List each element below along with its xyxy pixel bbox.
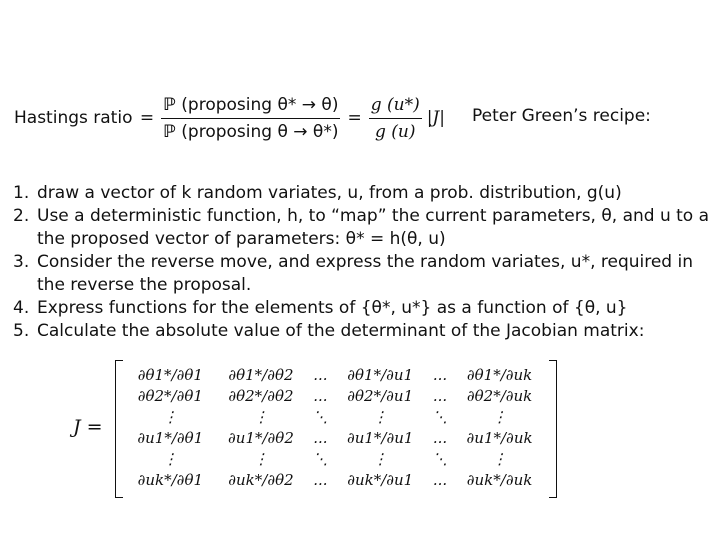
- matrix-cell: ∂θ1*/∂u1: [347, 365, 414, 384]
- matrix-cell: ⋱: [312, 449, 328, 468]
- matrix-cell: ∂u1*/∂uk: [466, 428, 533, 447]
- hastings-ratio-formula: [14, 93, 445, 143]
- list-item: [13, 297, 713, 320]
- matrix-cell: ∂uk*/∂θ1: [137, 470, 204, 489]
- density-numerator: g (u*): [369, 95, 422, 119]
- matrix-row: [125, 427, 545, 448]
- equals-sign-2: =: [347, 108, 362, 128]
- proposal-fraction: [161, 95, 340, 142]
- matrix-cell: ∂uk*/∂uk: [466, 470, 533, 489]
- matrix-cell: ∂θ1*/∂θ2: [228, 365, 294, 384]
- density-fraction: [369, 95, 422, 142]
- matrix-cell: ∂u1*/∂θ2: [228, 428, 294, 447]
- matrix-cell: ...: [432, 470, 448, 489]
- matrix-cell: ⋱: [432, 449, 448, 468]
- right-bracket: [549, 360, 557, 498]
- step-text: Express functions for the elements of {θ*, u*} as a function of {θ, u}: [37, 298, 628, 318]
- matrix-cell: ...: [432, 365, 448, 384]
- list-item: [13, 320, 713, 343]
- matrix-cell: ...: [313, 428, 328, 447]
- matrix-cell: ∂u1*/∂u1: [346, 428, 414, 447]
- step-number: 1.: [13, 183, 30, 203]
- hastings-label: Hastings ratio: [14, 108, 133, 128]
- matrix-row: [125, 385, 545, 406]
- matrix-cell: ∂θ2*/∂u1: [347, 386, 414, 405]
- matrix-cell: ∂θ2*/∂θ2: [228, 386, 294, 405]
- step-number: 2.: [13, 206, 30, 226]
- proposal-denominator: ℙ (proposing θ → θ*): [163, 121, 339, 142]
- matrix-cell: ⋮: [162, 407, 178, 426]
- matrix-cell: ⋱: [432, 407, 448, 426]
- matrix-cell: ∂u1*/∂θ1: [137, 428, 204, 447]
- list-item: [13, 182, 713, 205]
- matrix-row: [125, 448, 545, 469]
- matrix-cell: ∂θ1*/∂θ1: [137, 365, 203, 384]
- step-text: Calculate the absolute value of the determinant of the Jacobian matrix:: [37, 321, 645, 341]
- matrix-cell: ⋮: [253, 449, 269, 468]
- matrix-cell: ⋮: [492, 407, 508, 426]
- step-text: Use a deterministic function, h, to “map” the current parameters, θ, and u to a the proposed vector of parameters: θ* = h(θ, u): [37, 206, 710, 249]
- step-number: 5.: [13, 321, 30, 341]
- equals-sign: =: [134, 108, 155, 128]
- matrix-cell: ...: [313, 365, 328, 384]
- matrix-cell: ...: [313, 386, 328, 405]
- matrix-cell: ∂uk*/∂u1: [347, 470, 414, 489]
- step-number: 3.: [13, 252, 30, 272]
- matrix-cell: ∂θ2*/∂θ1: [137, 386, 203, 405]
- step-text: Consider the reverse move, and express the random variates, u*, required in the reverse the proposal.: [37, 252, 694, 295]
- matrix-row: [125, 469, 545, 490]
- matrix-cell: ⋮: [492, 449, 508, 468]
- matrix-cell: ...: [313, 470, 328, 489]
- list-item: [13, 205, 713, 251]
- left-bracket: [115, 360, 123, 498]
- matrix-cell: ...: [432, 386, 448, 405]
- matrix-cell: ⋮: [372, 407, 388, 426]
- matrix-cell: ∂uk*/∂θ2: [228, 470, 294, 489]
- density-denominator: g (u): [374, 121, 416, 142]
- matrix-cell: ⋮: [253, 407, 269, 426]
- matrix-cell: ⋱: [312, 407, 328, 426]
- matrix-cell: ∂θ2*/∂uk: [466, 386, 533, 405]
- step-text: draw a vector of k random variates, u, from a prob. distribution, g(u): [37, 183, 622, 203]
- matrix-cell: ⋮: [372, 449, 388, 468]
- proposal-numerator: ℙ (proposing θ* → θ): [161, 95, 340, 119]
- matrix-row: [125, 406, 545, 427]
- jacobian-matrix: [125, 364, 545, 490]
- recipe-title: Peter Green’s recipe:: [472, 106, 651, 126]
- matrix-row: [125, 364, 545, 385]
- jacobian-label: J =: [73, 416, 103, 438]
- jacobian-abs: |J|: [426, 108, 445, 128]
- matrix-cell: ⋮: [162, 449, 178, 468]
- matrix-cell: ∂θ1*/∂uk: [466, 365, 533, 384]
- list-item: [13, 251, 713, 297]
- step-number: 4.: [13, 298, 30, 318]
- jacobian-matrix-block: [73, 360, 563, 500]
- recipe-steps-list: [13, 182, 713, 343]
- matrix-cell: ...: [432, 428, 448, 447]
